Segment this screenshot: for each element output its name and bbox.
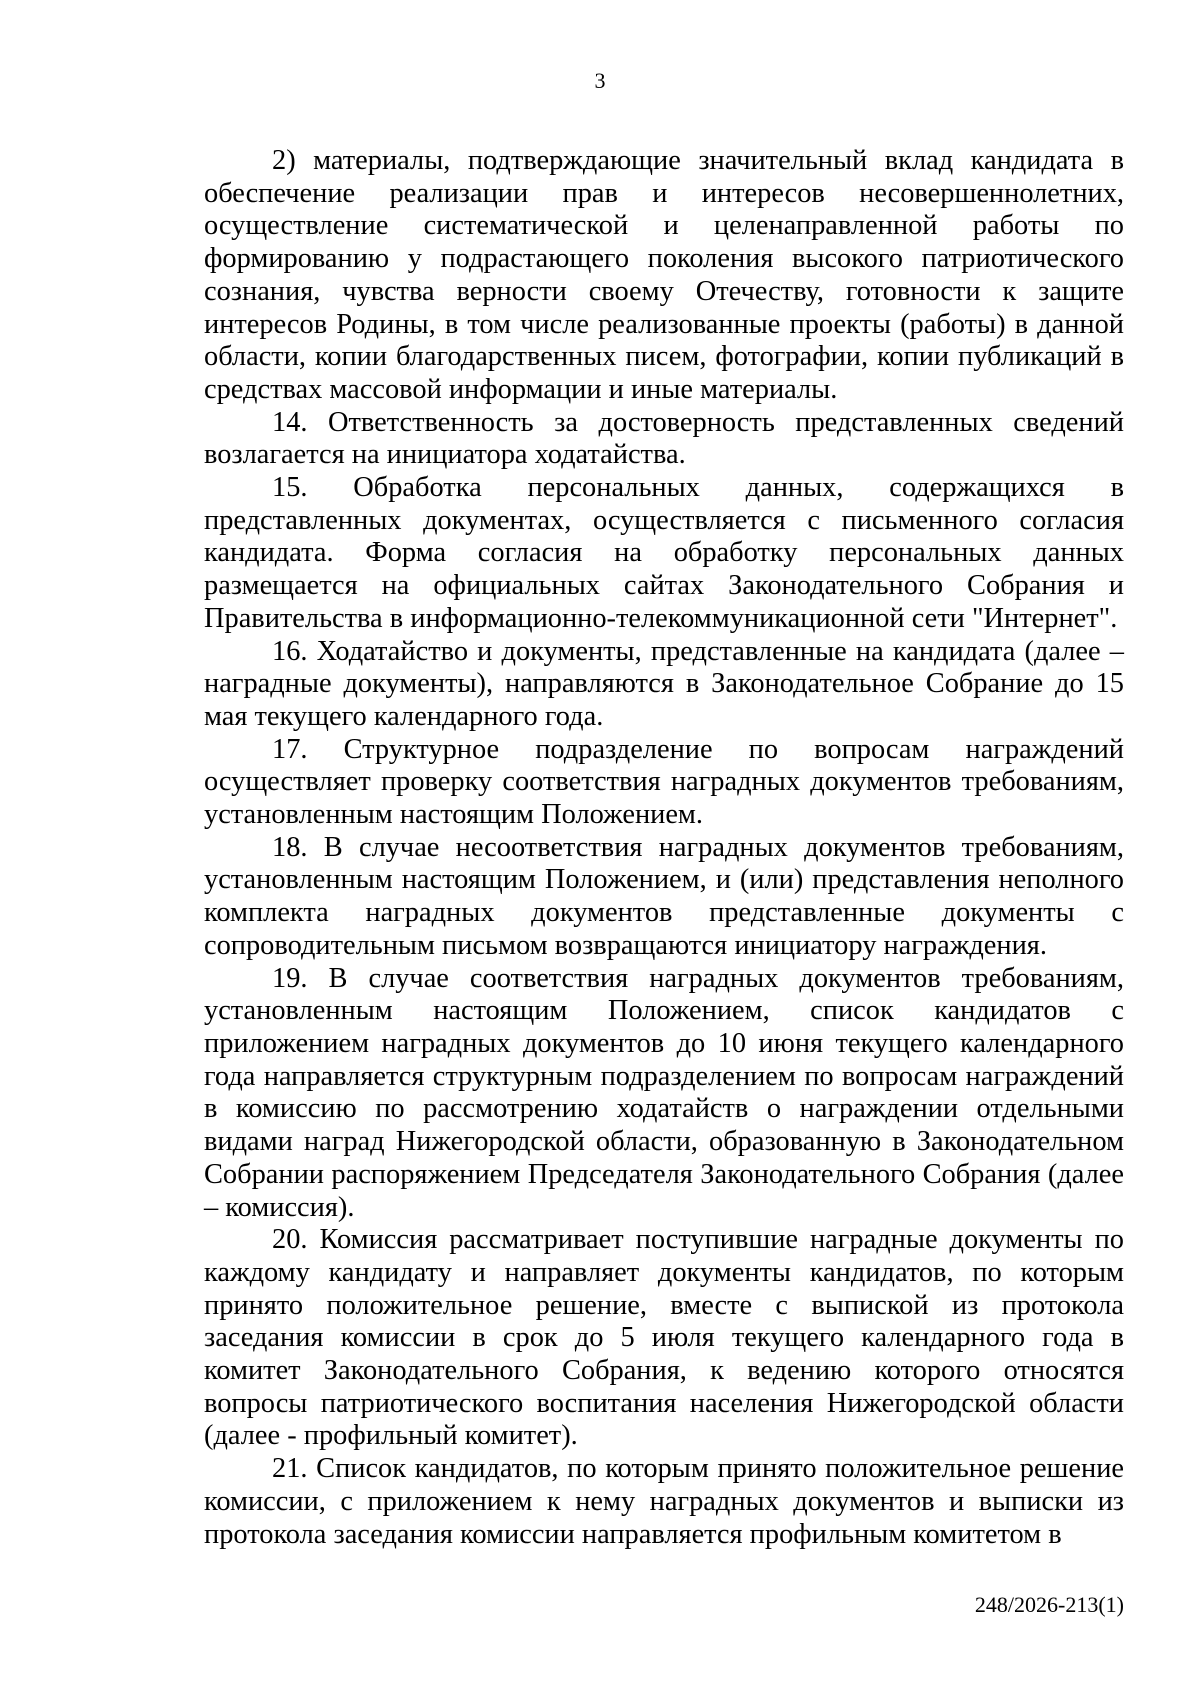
page-number: 3 <box>594 68 606 93</box>
paragraph-16: 16. Ходатайство и документы, представленные на кандидата (далее – наградные документы), направляются в Законодательное Собрание до 15 мая текущего календарного года. <box>204 635 1124 732</box>
paragraph-17: 17. Структурное подразделение по вопросам награждений осуществляет проверку соответствия наградных документов требованиям, установленным настоящим Положением. <box>204 733 1124 831</box>
document-code: 248/2026-213(1) <box>974 1592 1124 1617</box>
document-body <box>204 145 1124 1551</box>
paragraph-18: 18. В случае несоответствия наградных документов требованиям, установленным настоящим Положением, и (или) представления неполного комплекта наградных документов представленные документы с сопроводительным письмом возвращаются инициатору награждения. <box>204 831 1124 961</box>
paragraph-19: 19. В случае соответствия наградных документов требованиям, установленным настоящим Положением, список кандидатов с приложением наградных документов до 10 июня текущего календарного года направляется структурным подразделением по вопросам награждений в комиссию по рассмотрению ходатайств о награждении отдельными видами наград Нижегородской области, образованную в Законодательном Собрании распоряжением Председателя Законодательного Собрания (далее – комиссия). <box>204 962 1124 1223</box>
paragraph-21: 21. Список кандидатов, по которым принято положительное решение комиссии, с приложением к нему наградных документов и выписки из протокола заседания комиссии направляется профильным комитетом в <box>204 1453 1124 1550</box>
paragraph-20: 20. Комиссия рассматривает поступившие наградные документы по каждому кандидату и направляет документы кандидатов, по которым принято положительное решение, вместе с выпиской из протокола заседания комиссии в срок до 5 июля текущего календарного года в комитет Законодательного Собрания, к ведению которого относятся вопросы патриотического воспитания населения Нижегородской области (далее - профильный комитет). <box>204 1224 1124 1452</box>
paragraph-15: 15. Обработка персональных данных, содержащихся в представленных документах, осуществляется с письменного согласия кандидата. Форма согласия на обработку персональных данных размещается на официальных сайтах Законодательного Собрания и Правительства в информационно-телекоммуникационной сети "Интернет". <box>204 472 1124 634</box>
paragraph-14: 14. Ответственность за достоверность представленных сведений возлагается на инициатора ходатайства. <box>204 406 1124 471</box>
paragraph-materials: 2) материалы, подтверждающие значительный вклад кандидата в обеспечение реализации прав и интересов несовершеннолетних, осуществление систематической и целенаправленной работы по формированию у подрастающего поколения высокого патриотического сознания, чувства верности своему Отечеству, готовности к защите интересов Родины, в том числе реализованные проекты (работы) в данной области, копии благодарственных писем, фотографии, копии публикаций в средствах массовой информации и иные материалы. <box>204 145 1124 405</box>
